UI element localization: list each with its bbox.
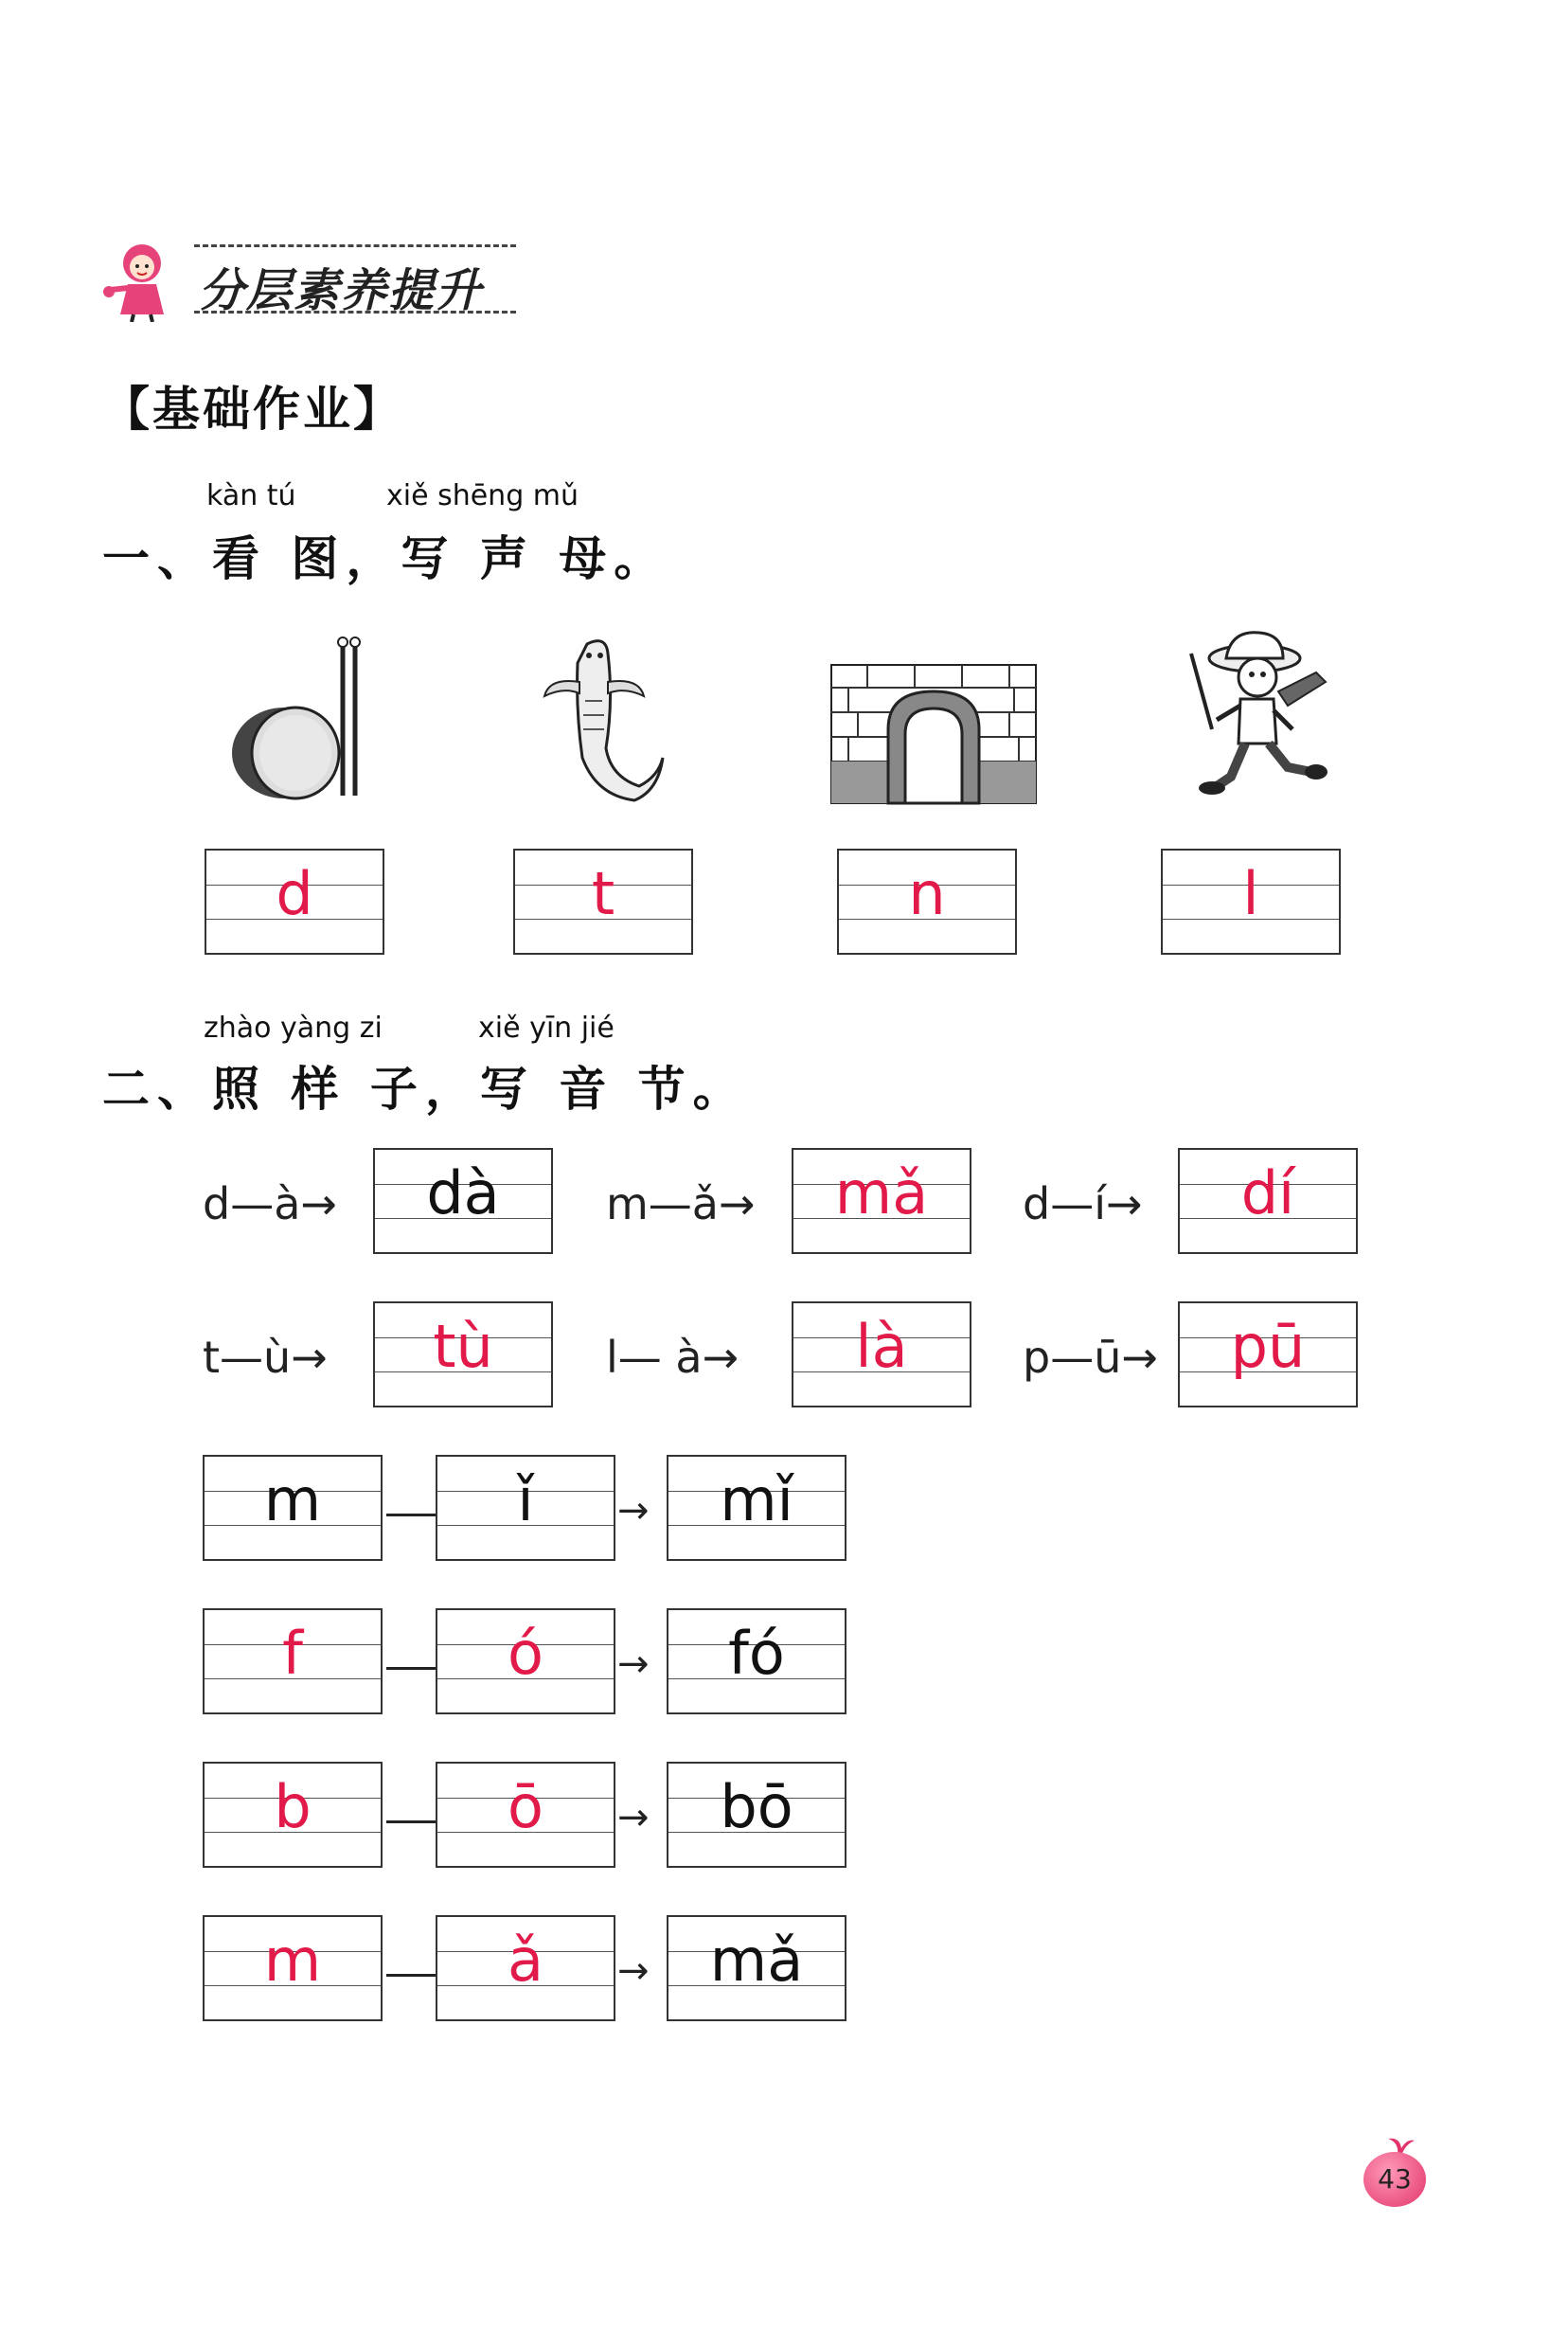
- q2-answer: mǎ: [834, 1158, 929, 1228]
- q2-formula: t—ù→: [203, 1332, 328, 1383]
- combo-final: ǎ: [508, 1926, 543, 1995]
- q2-answer: pū: [1230, 1312, 1306, 1381]
- q1-answer-box-door[interactable]: [837, 849, 1017, 955]
- q2-answer-box[interactable]: [792, 1301, 971, 1407]
- q2-formula: m—ǎ→: [606, 1178, 756, 1229]
- q2-answer-box[interactable]: [1178, 1148, 1358, 1254]
- q2-answer: dí: [1240, 1158, 1295, 1228]
- boy-running-icon: [1184, 625, 1345, 805]
- q1-pinyin-b: xiě shēng mǔ: [386, 479, 579, 512]
- q1-title: 一、看 图，写 声 母。: [102, 531, 669, 586]
- fish-icon: [540, 635, 672, 805]
- combo-result-box[interactable]: [667, 1608, 846, 1714]
- q1-pinyin-a: kàn tú: [206, 479, 296, 512]
- combo-final-box[interactable]: [436, 1762, 615, 1868]
- combo-initial-box[interactable]: [203, 1915, 383, 2021]
- combo-result: fó: [728, 1619, 785, 1688]
- girl-mascot-icon: [99, 237, 194, 322]
- q1-answer-door: n: [908, 859, 946, 928]
- q2-pinyin-b: xiě yīn jié: [478, 1012, 615, 1045]
- q1-answer-box-boy[interactable]: [1161, 849, 1341, 955]
- combo-result: bō: [720, 1772, 793, 1841]
- q2-answer-box[interactable]: [1178, 1301, 1358, 1407]
- drum-icon: [227, 635, 369, 805]
- banner-title: 分层素养提升: [199, 264, 484, 317]
- q2-answer: dà: [426, 1158, 500, 1228]
- combo-final-box[interactable]: [436, 1455, 615, 1561]
- combo-initial: m: [263, 1465, 322, 1534]
- page-number: 43: [1363, 2152, 1426, 2207]
- combo-initial: b: [274, 1772, 312, 1841]
- combo-initial-box[interactable]: [203, 1608, 383, 1714]
- arrow-icon: →: [617, 1642, 650, 1686]
- q1-answer-drum: d: [276, 859, 313, 928]
- combo-final-box[interactable]: [436, 1915, 615, 2021]
- q1-answer-boy: l: [1242, 859, 1259, 928]
- combo-final-box[interactable]: [436, 1608, 615, 1714]
- combo-result: mǎ: [709, 1926, 804, 1995]
- q2-formula: d—à→: [203, 1178, 337, 1229]
- combo-final: ó: [508, 1619, 543, 1688]
- q2-formula: p—ū→: [1023, 1332, 1158, 1383]
- q2-answer-box[interactable]: [373, 1148, 553, 1254]
- combo-initial: m: [263, 1926, 322, 1995]
- q1-answer-box-fish[interactable]: [513, 849, 693, 955]
- q2-title: 二、照 样 子，写 音 节。: [102, 1062, 748, 1117]
- section-heading: 【基础作业】: [102, 382, 403, 437]
- combo-result-box[interactable]: [667, 1455, 846, 1561]
- combo-result-box[interactable]: [667, 1915, 846, 2021]
- q2-answer-box[interactable]: [373, 1301, 553, 1407]
- arrow-icon: →: [617, 1949, 650, 1993]
- combo-initial-box[interactable]: [203, 1455, 383, 1561]
- combo-result: mǐ: [720, 1465, 793, 1534]
- q2-answer: là: [855, 1312, 908, 1381]
- arrow-icon: →: [617, 1796, 650, 1839]
- combo-final: ō: [508, 1772, 543, 1841]
- combo-final: ǐ: [517, 1465, 534, 1534]
- q2-answer-box[interactable]: [792, 1148, 971, 1254]
- arrow-icon: →: [617, 1489, 650, 1532]
- section-banner: [99, 237, 516, 322]
- q2-formula: d—í→: [1023, 1178, 1143, 1229]
- q1-answer-box-drum[interactable]: [205, 849, 384, 955]
- combo-initial: f: [282, 1619, 303, 1688]
- q1-answer-fish: t: [591, 859, 615, 928]
- q2-pinyin-a: zhào yàng zi: [204, 1012, 383, 1045]
- door-arch-icon: [829, 663, 1038, 805]
- combo-initial-box[interactable]: [203, 1762, 383, 1868]
- q2-formula: l— à→: [606, 1332, 739, 1383]
- combo-result-box[interactable]: [667, 1762, 846, 1868]
- q2-answer: tù: [433, 1312, 493, 1381]
